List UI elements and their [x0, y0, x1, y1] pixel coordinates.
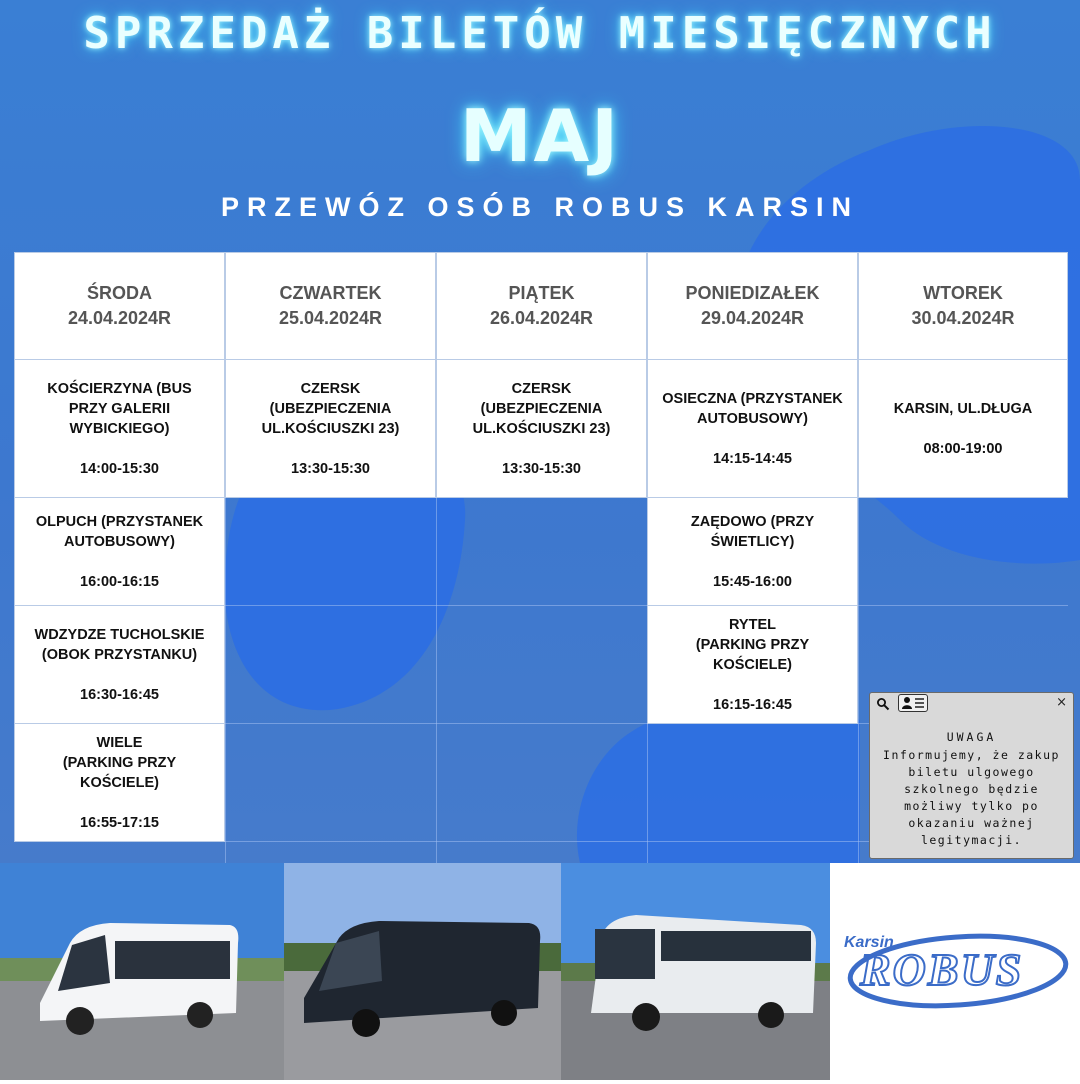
day-name: ŚRODA	[86, 283, 152, 303]
month-title: MAJ	[459, 94, 621, 178]
stop-cell	[225, 359, 436, 498]
robus-logo	[830, 863, 1080, 1080]
day-header-piatek	[436, 252, 647, 360]
stop-time: 14:00-15:30	[80, 460, 159, 477]
stop-cell	[14, 359, 225, 498]
stop-location: WDZYDZE TUCHOLSKIE (OBOK PRZYSTANKU)	[34, 626, 205, 663]
stop-cell	[14, 605, 225, 724]
day-name: PONIEDIZAŁEK	[685, 283, 820, 303]
stop-location: RYTEL (PARKING PRZY KOŚCIELE)	[695, 616, 810, 673]
stop-cell	[436, 359, 647, 498]
stop-time: 15:45-16:00	[713, 573, 792, 590]
stop-time: 16:55-17:15	[80, 814, 159, 831]
stop-time: 16:00-16:15	[80, 573, 159, 590]
stop-location: KARSIN, UL.DŁUGA	[893, 400, 1033, 417]
photo-coach-bus	[561, 863, 830, 1080]
close-icon[interactable]: ×	[1056, 695, 1067, 710]
stop-cell	[647, 497, 858, 606]
notice-text: Informujemy, że zakup biletu ulgowego szkolnego będzie możliwy tylko po okazaniu ważnej legitymacji.	[883, 748, 1060, 847]
stop-location: CZERSK (UBEZPIECZENIA UL.KOŚCIUSZKI 23)	[472, 380, 611, 437]
day-header-sroda	[14, 252, 225, 360]
stop-time: 16:15-16:45	[713, 696, 792, 713]
day-name: CZWARTEK	[279, 283, 382, 303]
day-date: 25.04.2024R	[278, 308, 383, 328]
stop-time: 13:30-15:30	[502, 460, 581, 477]
day-date: 30.04.2024R	[911, 308, 1015, 328]
stop-time: 14:15-14:45	[713, 450, 792, 467]
logo-top-text: Karsin	[844, 934, 894, 951]
stop-location: ZAĘDOWO (PRZY ŚWIETLICY)	[690, 513, 815, 550]
company-subtitle: PRZEWÓZ OSÓB ROBUS KARSIN	[220, 192, 859, 222]
day-date: 26.04.2024R	[489, 308, 594, 328]
notice-titlebar	[870, 693, 1073, 715]
stop-location: OSIECZNA (PRZYSTANEK AUTOBUSOWY)	[662, 390, 843, 427]
stop-location: OLPUCH (PRZYSTANEK AUTOBUSOWY)	[35, 513, 204, 550]
notice-content	[874, 729, 1069, 849]
stop-location: WIELE (PARKING PRZY KOŚCIELE)	[62, 734, 177, 791]
stop-cell	[858, 359, 1068, 498]
photo-white-minibus	[0, 863, 284, 1080]
day-header-wtorek	[858, 252, 1068, 360]
stop-time: 08:00-19:00	[923, 440, 1003, 457]
photo-black-minibus	[284, 863, 561, 1080]
stop-cell	[647, 605, 858, 724]
stop-cell	[647, 359, 858, 498]
day-name: PIĄTEK	[508, 283, 575, 303]
stop-location: KOŚCIERZYNA (BUS PRZY GALERII WYBICKIEGO)	[47, 380, 192, 437]
search-icon[interactable]	[876, 697, 890, 711]
stop-cell	[14, 723, 225, 842]
stop-cell	[14, 497, 225, 606]
day-name: WTOREK	[923, 283, 1003, 303]
stop-time: 13:30-15:30	[291, 460, 370, 477]
day-date: 29.04.2024R	[700, 308, 805, 328]
page-title: SPRZEDAŻ BILETÓW MIESIĘCZNYCH	[83, 8, 997, 59]
company-logo-panel	[830, 863, 1080, 1080]
notice-window	[869, 692, 1074, 859]
day-header-czwartek	[225, 252, 436, 360]
contact-card-icon[interactable]	[898, 694, 928, 712]
logo-main-text: ROBUS	[860, 944, 1024, 995]
stop-time: 16:30-16:45	[80, 686, 159, 703]
day-date: 24.04.2024R	[67, 308, 172, 328]
day-header-poniedzialek	[647, 252, 858, 360]
notice-title: UWAGA	[946, 730, 997, 744]
stop-location: CZERSK (UBEZPIECZENIA UL.KOŚCIUSZKI 23)	[261, 380, 400, 437]
